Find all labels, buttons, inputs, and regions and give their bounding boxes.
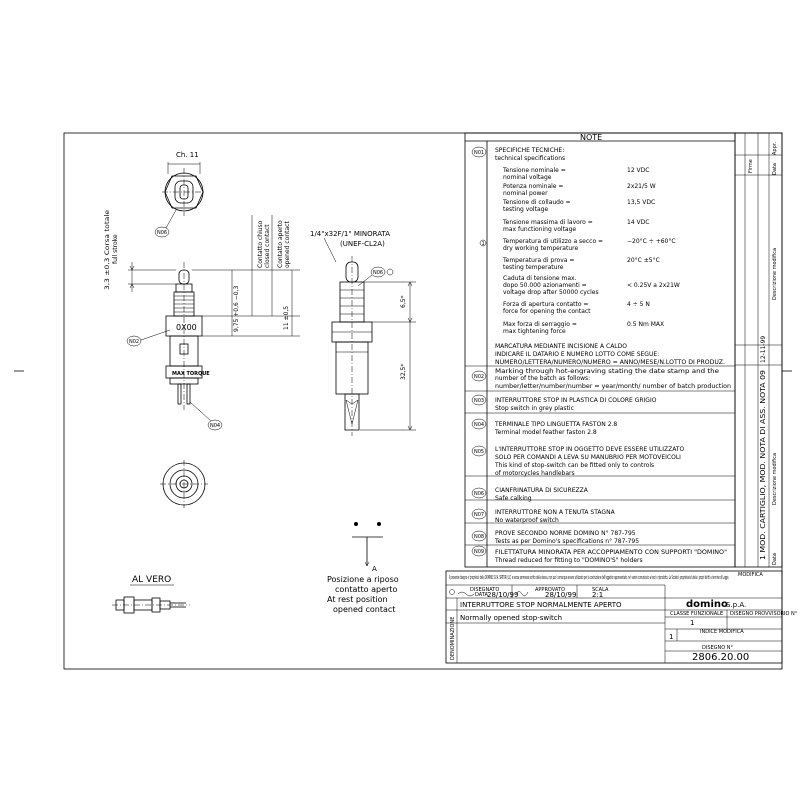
opened-contact-label-en: opened contact — [284, 221, 291, 268]
date-approved: 28/10/99 — [545, 591, 577, 599]
svg-text:testing voltage: testing voltage — [503, 206, 549, 213]
svg-text:INDICE MODIFICA: INDICE MODIFICA — [700, 629, 744, 635]
svg-text:−20°C ÷ +60°C: −20°C ÷ +60°C — [627, 238, 676, 245]
switch-symbol — [327, 522, 399, 614]
disclaimer-line1: Il presente disegno e' proprieta' della DOMINO S.P.A. SIRTORI (LC) e senza permesso scritto della stessa, non puo' comunque essere utilizzato per la costruzione dell'oggetto rappresentato, ne' venire comunicato a terzi o riprodotto. La Societa' proprietaria tutela i propri diritti a termine di Legge. — [449, 575, 730, 581]
notes-header: NOTE — [580, 133, 603, 142]
rest-contact-en: opened contact — [333, 605, 396, 614]
svg-text:N04: N04 — [474, 422, 485, 428]
svg-text:max functioning voltage: max functioning voltage — [503, 226, 577, 233]
svg-text:dry working temperature: dry working temperature — [503, 245, 579, 252]
revision-marker — [480, 240, 486, 247]
svg-text:0.5 Nm MAX: 0.5 Nm MAX — [627, 321, 665, 328]
callout-n04 — [190, 402, 222, 430]
svg-text:Tensione di collaudo =: Tensione di collaudo = — [503, 199, 571, 206]
callout-n02 — [127, 330, 170, 346]
svg-text:APPROVATO: APPROVATO — [535, 587, 565, 593]
svg-text:nominal voltage: nominal voltage — [503, 174, 552, 181]
rest-position-en: At rest position — [327, 595, 388, 604]
svg-text:Tensione massima di lavoro =: Tensione massima di lavoro = — [503, 219, 593, 226]
title-block — [446, 571, 798, 663]
drawing-number: 2806.20.00 — [692, 652, 750, 663]
svg-text:Tensione nominale =: Tensione nominale = — [503, 167, 566, 174]
svg-text:INTERRUTTORE NON A TENUTA STAG: INTERRUTTORE NON A TENUTA STAGNA — [495, 509, 615, 516]
real-size-label: AL VERO — [132, 575, 172, 585]
svg-text:N06: N06 — [157, 230, 168, 236]
note-tag-n02 — [472, 371, 486, 381]
svg-text:No waterproof switch: No waterproof switch — [495, 517, 559, 524]
svg-text:13,5 VDC: 13,5 VDC — [627, 199, 656, 206]
svg-text:of motorcycles handlebars: of motorcycles handlebars — [495, 470, 575, 477]
svg-text:INTERRUTTORE STOP IN PLASTICA: INTERRUTTORE STOP IN PLASTICA DI COLORE GRIGIO — [495, 397, 657, 404]
svg-text:DISEGNO N°: DISEGNO N° — [702, 645, 734, 651]
svg-text:Descrizione modifica: Descrizione modifica — [772, 452, 778, 505]
svg-text:TERMINALE TIPO LINGUETTA FASTO: TERMINALE TIPO LINGUETTA FASTON 2.8 — [495, 421, 618, 428]
svg-text:N04: N04 — [210, 423, 221, 429]
info-circle-icon — [450, 590, 455, 595]
svg-text:This kind of stop-switch can b: This kind of stop-switch can be fitted only to controls — [495, 462, 655, 469]
note-tag-n09 — [472, 546, 486, 556]
notes-panel — [465, 133, 735, 567]
svg-text:Caduta di tensione max.: Caduta di tensione max. — [503, 275, 577, 282]
svg-text:Tests as per Domino's specific: Tests as per Domino's specifications n° 787-795 — [495, 538, 640, 545]
svg-text:PROVE SECONDO NORME DOMINO N°: PROVE SECONDO NORME DOMINO N° 787-795 — [495, 530, 636, 537]
svg-text:N01: N01 — [474, 150, 485, 156]
n04-text — [494, 421, 617, 436]
note-tag-n01 — [472, 147, 486, 157]
svg-text:Terminal model feather faston: Terminal model feather faston 2.8 — [495, 429, 597, 436]
note-tag-n05 — [472, 446, 486, 456]
wrench-size: Ch. 11 — [176, 151, 199, 159]
svg-text:MARCATURA MEDIANTE INCISIONE A: MARCATURA MEDIANTE INCISIONE A CALDO — [495, 343, 627, 350]
section-view — [310, 230, 416, 436]
svg-text:2x21/5 W: 2x21/5 W — [627, 183, 656, 190]
svg-text:Max forza di serraggio =: Max forza di serraggio = — [503, 321, 577, 328]
svg-text:CIANFRINATURA DI SICUREZZA: CIANFRINATURA DI SICUREZZA — [495, 487, 588, 494]
svg-text:DISEGNO PROVVISORIO N°: DISEGNO PROVVISORIO N° — [730, 611, 798, 617]
svg-text:testing temperature: testing temperature — [503, 264, 564, 271]
dimension-32-5: 32,5* — [400, 363, 407, 380]
n08-text — [494, 530, 639, 545]
date-designed: 28/10/99 — [487, 591, 519, 599]
class-value: 1 — [690, 619, 695, 627]
svg-text:FILETTATURA MINORATA PER ACCOP: FILETTATURA MINORATA PER ACCOPPIAMENTO CON SUPPORTI "DOMINO" — [495, 549, 728, 556]
svg-text:N05: N05 — [474, 449, 485, 455]
note-tag-n04 — [472, 419, 486, 429]
svg-text:N02: N02 — [474, 374, 485, 380]
company-logo: domino — [686, 599, 728, 610]
side-label: DENOMINAZIONE — [450, 616, 456, 660]
svg-text:voltage drop after 50000 cycle: voltage drop after 50000 cycles — [503, 289, 599, 296]
svg-text:N09: N09 — [474, 549, 485, 555]
svg-text:Potenza nominale =: Potenza nominale = — [503, 183, 564, 190]
svg-text:dopo 50.000 azionamenti =: dopo 50.000 azionamenti = — [503, 282, 587, 289]
note-tag-n06 — [472, 488, 486, 498]
revision-description: 1 MOD. CARTIGLIO, MOD. NOTA DI ASS. NOTA 09 — [759, 389, 767, 560]
svg-text:number/letter/number/number =: number/letter/number/number = year/month/ number of batch production — [495, 383, 732, 390]
title-english: Normally opened stop-switch — [460, 614, 563, 622]
svg-text:< 0.25V a 2x21W: < 0.25V a 2x21W — [627, 282, 680, 289]
svg-text:1: 1 — [481, 241, 485, 247]
thread-spec: 1/4"x32F/1" MINORATA — [310, 230, 391, 238]
spec-rows — [502, 167, 680, 335]
svg-text:max tightening force: max tightening force — [503, 328, 566, 335]
title-italian: INTERRUTTORE STOP NORMALMENTE APERTO — [460, 601, 622, 609]
closed-contact-label-en: closed contact — [264, 224, 271, 268]
index-value: 1 — [669, 633, 674, 641]
svg-text:DISEGNATO: DISEGNATO — [470, 587, 500, 593]
svg-text:nominal power: nominal power — [503, 190, 548, 197]
dimension-11: 11 ±0,5 — [283, 305, 290, 330]
svg-text:N08: N08 — [474, 534, 485, 540]
thread-class: (UNEF-CL2A) — [340, 240, 385, 248]
closed-contact-label: Contatto chiuso — [257, 220, 264, 268]
note-tag-n07 — [472, 509, 486, 519]
svg-text:Marking through hot-engraving: Marking through hot-engraving stating the date stamp and the — [495, 368, 720, 375]
note-tag-n03 — [472, 395, 486, 405]
svg-text:20°C ±5°C: 20°C ±5°C — [627, 257, 660, 264]
revision-table — [735, 133, 782, 578]
svg-text:DATA: DATA — [475, 592, 488, 598]
svg-text:Stop switch in grey plastic: Stop switch in grey plastic — [495, 405, 574, 412]
svg-text:N03: N03 — [474, 398, 485, 404]
svg-text:force for opening the contact: force for opening the contact — [503, 308, 591, 315]
svg-text:12 VDC: 12 VDC — [627, 167, 650, 174]
svg-text:NUMERO/LETTERA/NUMERO/NUMERO =: NUMERO/LETTERA/NUMERO/NUMERO = ANNO/MESE/N.LOTTO DI PRODUZ. — [495, 359, 726, 366]
svg-text:Thread reduced for fitting to: Thread reduced for fitting to "DOMINO'S" holders — [495, 557, 643, 564]
rest-contact-it: contatto aperto — [335, 585, 398, 594]
svg-text:N02: N02 — [129, 339, 140, 345]
svg-text:SOLO PER COMANDI A LEVA SU MAN: SOLO PER COMANDI A LEVA SU MANUBRIO PER MOTOVEICOLI — [495, 454, 681, 461]
real-size-view — [112, 575, 190, 613]
marking-text: 0X00 — [176, 323, 197, 332]
rest-position-it: Posizione a riposo — [327, 575, 399, 584]
max-torque-text: MAX TORQUE — [172, 371, 210, 377]
callout-n06-section — [358, 267, 393, 286]
n09-text — [494, 549, 727, 564]
bottom-view — [160, 460, 208, 508]
svg-text:N07: N07 — [474, 512, 485, 518]
svg-text:SCALA: SCALA — [592, 587, 609, 593]
side-view — [104, 210, 300, 430]
svg-text:4 ÷ 5 N: 4 ÷ 5 N — [627, 301, 650, 308]
svg-text:Safe calking: Safe calking — [495, 495, 532, 502]
n07-text — [495, 509, 616, 524]
svg-text:N06: N06 — [474, 491, 485, 497]
svg-text:Appr.: Appr. — [772, 142, 778, 155]
sheet-border — [64, 133, 782, 669]
svg-text:N06: N06 — [373, 270, 384, 276]
svg-text:Data: Data — [772, 553, 778, 565]
stroke-dimension: 3,3 ±0,3 Corsa totale — [104, 225, 111, 290]
svg-text:L'INTERRUTTORE STOP IN OGGETTO: L'INTERRUTTORE STOP IN OGGETTO DEVE ESSERE UTILIZZATO — [495, 446, 685, 453]
note-tag-n08 — [472, 531, 486, 541]
dimension-6-5: 6,5* — [400, 295, 407, 308]
callout-n06-top — [155, 210, 176, 237]
svg-text:14 VDC: 14 VDC — [627, 219, 650, 226]
opened-contact-label: Contatto aperto — [277, 220, 284, 268]
svg-text:Data: Data — [772, 163, 778, 175]
top-view — [155, 151, 206, 237]
dimension-9-75: 9,75 +0,6 −0,3 — [233, 285, 240, 332]
n01-title: SPECIFICHE TECNICHE: — [495, 147, 565, 154]
n02-text — [495, 343, 731, 390]
svg-text:CLASSE FUNZIONALE: CLASSE FUNZIONALE — [670, 611, 724, 617]
svg-text:Forza di apertura contatto =: Forza di apertura contatto = — [503, 301, 589, 308]
svg-text:Firme: Firme — [748, 159, 754, 173]
section-a-label: A — [372, 565, 377, 573]
stroke-dimension-en: full stroke — [112, 234, 119, 264]
revision-date: 12-11-99 — [760, 335, 767, 363]
svg-text:Descrizione modifica: Descrizione modifica — [772, 247, 778, 300]
scale-value: 2:1 — [592, 591, 604, 599]
n03-text — [495, 397, 657, 412]
svg-text:Temperatura di prova =: Temperatura di prova = — [503, 257, 575, 264]
n01-subtitle: technical specifications — [495, 155, 566, 162]
modifica-label: MODIFICA — [738, 572, 763, 578]
svg-text:Temperatura di utilizzo a secc: Temperatura di utilizzo a secco = — [503, 238, 604, 245]
svg-text:INDICARE IL DATARIO E NUMERO L: INDICARE IL DATARIO E NUMERO LOTTO COME SEGUE: — [495, 351, 660, 358]
company-suffix: S.p.A. — [726, 601, 747, 609]
n05-text — [494, 446, 685, 477]
svg-text:number of the batch as follows: number of the batch as follows: — [495, 375, 591, 382]
